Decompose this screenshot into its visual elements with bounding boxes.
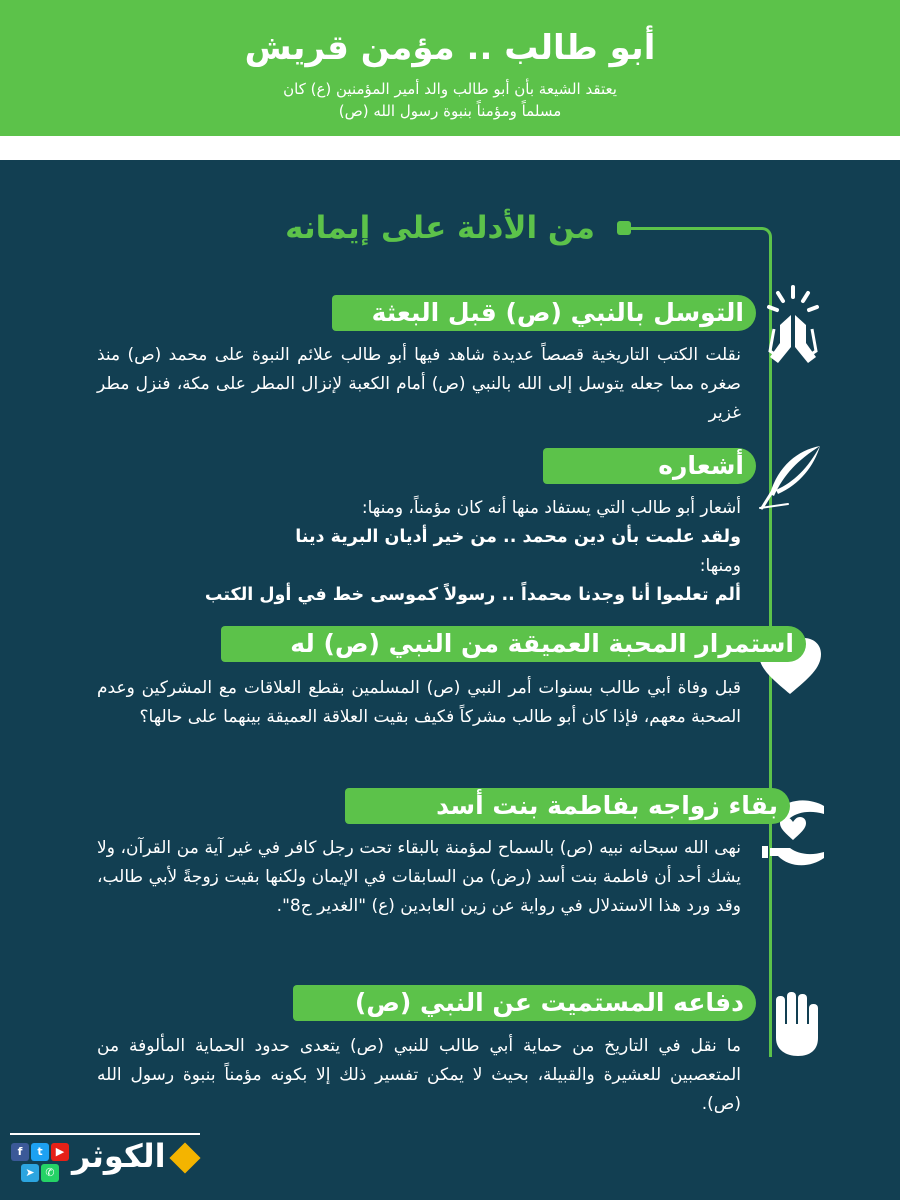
logo-rule: [10, 1133, 200, 1135]
poem-intro: أشعار أبو طالب التي يستفاد منها أنه كان مؤمناً، ومنها:: [361, 498, 741, 518]
logo-wordmark: الكوثر: [72, 1137, 166, 1175]
social-links: [10, 1137, 70, 1181]
heading-bullet: [617, 221, 631, 235]
divider-strip: [0, 136, 900, 160]
main-panel: [0, 160, 900, 1200]
raised-hand-icon: [768, 990, 824, 1058]
brand-logo: [10, 1133, 205, 1185]
header-banner: [0, 0, 900, 136]
youtube-icon[interactable]: ▶: [51, 1143, 69, 1161]
item-title-pill: استمرار المحبة العميقة من النبي (ص) له: [221, 626, 806, 662]
poem-verse: ولقد علمت بأن دين محمد .. من خير أديان البرية دينا: [295, 527, 741, 547]
logo-diamond-icon: [169, 1142, 200, 1173]
subtitle-line: يعتقد الشيعة بأن أبو طالب والد أمير المؤمنين (ع) كان: [283, 80, 617, 98]
poem-verse: ألم تعلموا أنا وجدنا محمداً .. رسولاً كموسى خط في أول الكتب: [204, 585, 741, 605]
praying-hands-icon: [766, 285, 820, 369]
section-heading: من الأدلة على إيمانه: [285, 210, 595, 246]
item-title-pill: دفاعه المستميت عن النبي (ص): [293, 985, 756, 1021]
twitter-icon[interactable]: t: [31, 1143, 49, 1161]
item-body-text: ما نقل في التاريخ من حماية أبي طالب للنبي (ص) يتعدى حدود الحماية المألوفة من المتعصبين للعشيرة والقبيلة، بحيث لا يمكن تفسير ذلك إلا بكونه مؤمناً بنبوة رسول الله (ص).: [97, 1036, 741, 1114]
item-body-text: [180, 494, 741, 610]
subtitle-line: مسلماً ومؤمناً بنبوة رسول الله (ص): [338, 102, 562, 120]
item-body-text: نقلت الكتب التاريخية قصصاً عديدة شاهد فيها أبو طالب علائم النبوة على محمد (ص) منذ صغره مما جعله يتوسل إلى الله بالنبي (ص) أمام الكعبة لإنزال المطر على مكة، فنزل مطر غزير: [97, 345, 741, 423]
quill-feather-icon: [758, 444, 822, 510]
facebook-icon[interactable]: f: [11, 1143, 29, 1161]
item-title-pill: بقاء زواجه بفاطمة بنت أسد: [345, 788, 790, 824]
whatsapp-icon[interactable]: ✆: [41, 1164, 59, 1182]
item-body-text: نهى الله سبحانه نبيه (ص) بالسماح لمؤمنة بالبقاء تحت رجل كافر في غير آية من القرآن، ولا يشك أحد أن فاطمة بنت أسد (رض) من السابقات في الإيمان ولكنها بقيت زوجةً لأبي طالب، وقد ورد هذا الاستدلال في رواية عن زين العابدين (ع) "الغدير ج8".: [97, 838, 741, 916]
poem-connector: ومنها:: [699, 556, 741, 576]
item-body-text: قبل وفاة أبي طالب بسنوات أمر النبي (ص) المسلمين بقطع العلاقات مع المشركين وعدم الصحبة معهم، فإذا كان أبو طالب مشركاً فكيف بقيت العلاقة العميقة بينهما على حالها؟: [97, 678, 741, 727]
item-title-pill: أشعاره: [543, 448, 756, 484]
page-subtitle: [0, 78, 900, 122]
page-title: أبو طالب .. مؤمن قريش: [244, 28, 656, 68]
item-title-pill: التوسل بالنبي (ص) قبل البعثة: [332, 295, 756, 331]
telegram-icon[interactable]: ➤: [21, 1164, 39, 1182]
